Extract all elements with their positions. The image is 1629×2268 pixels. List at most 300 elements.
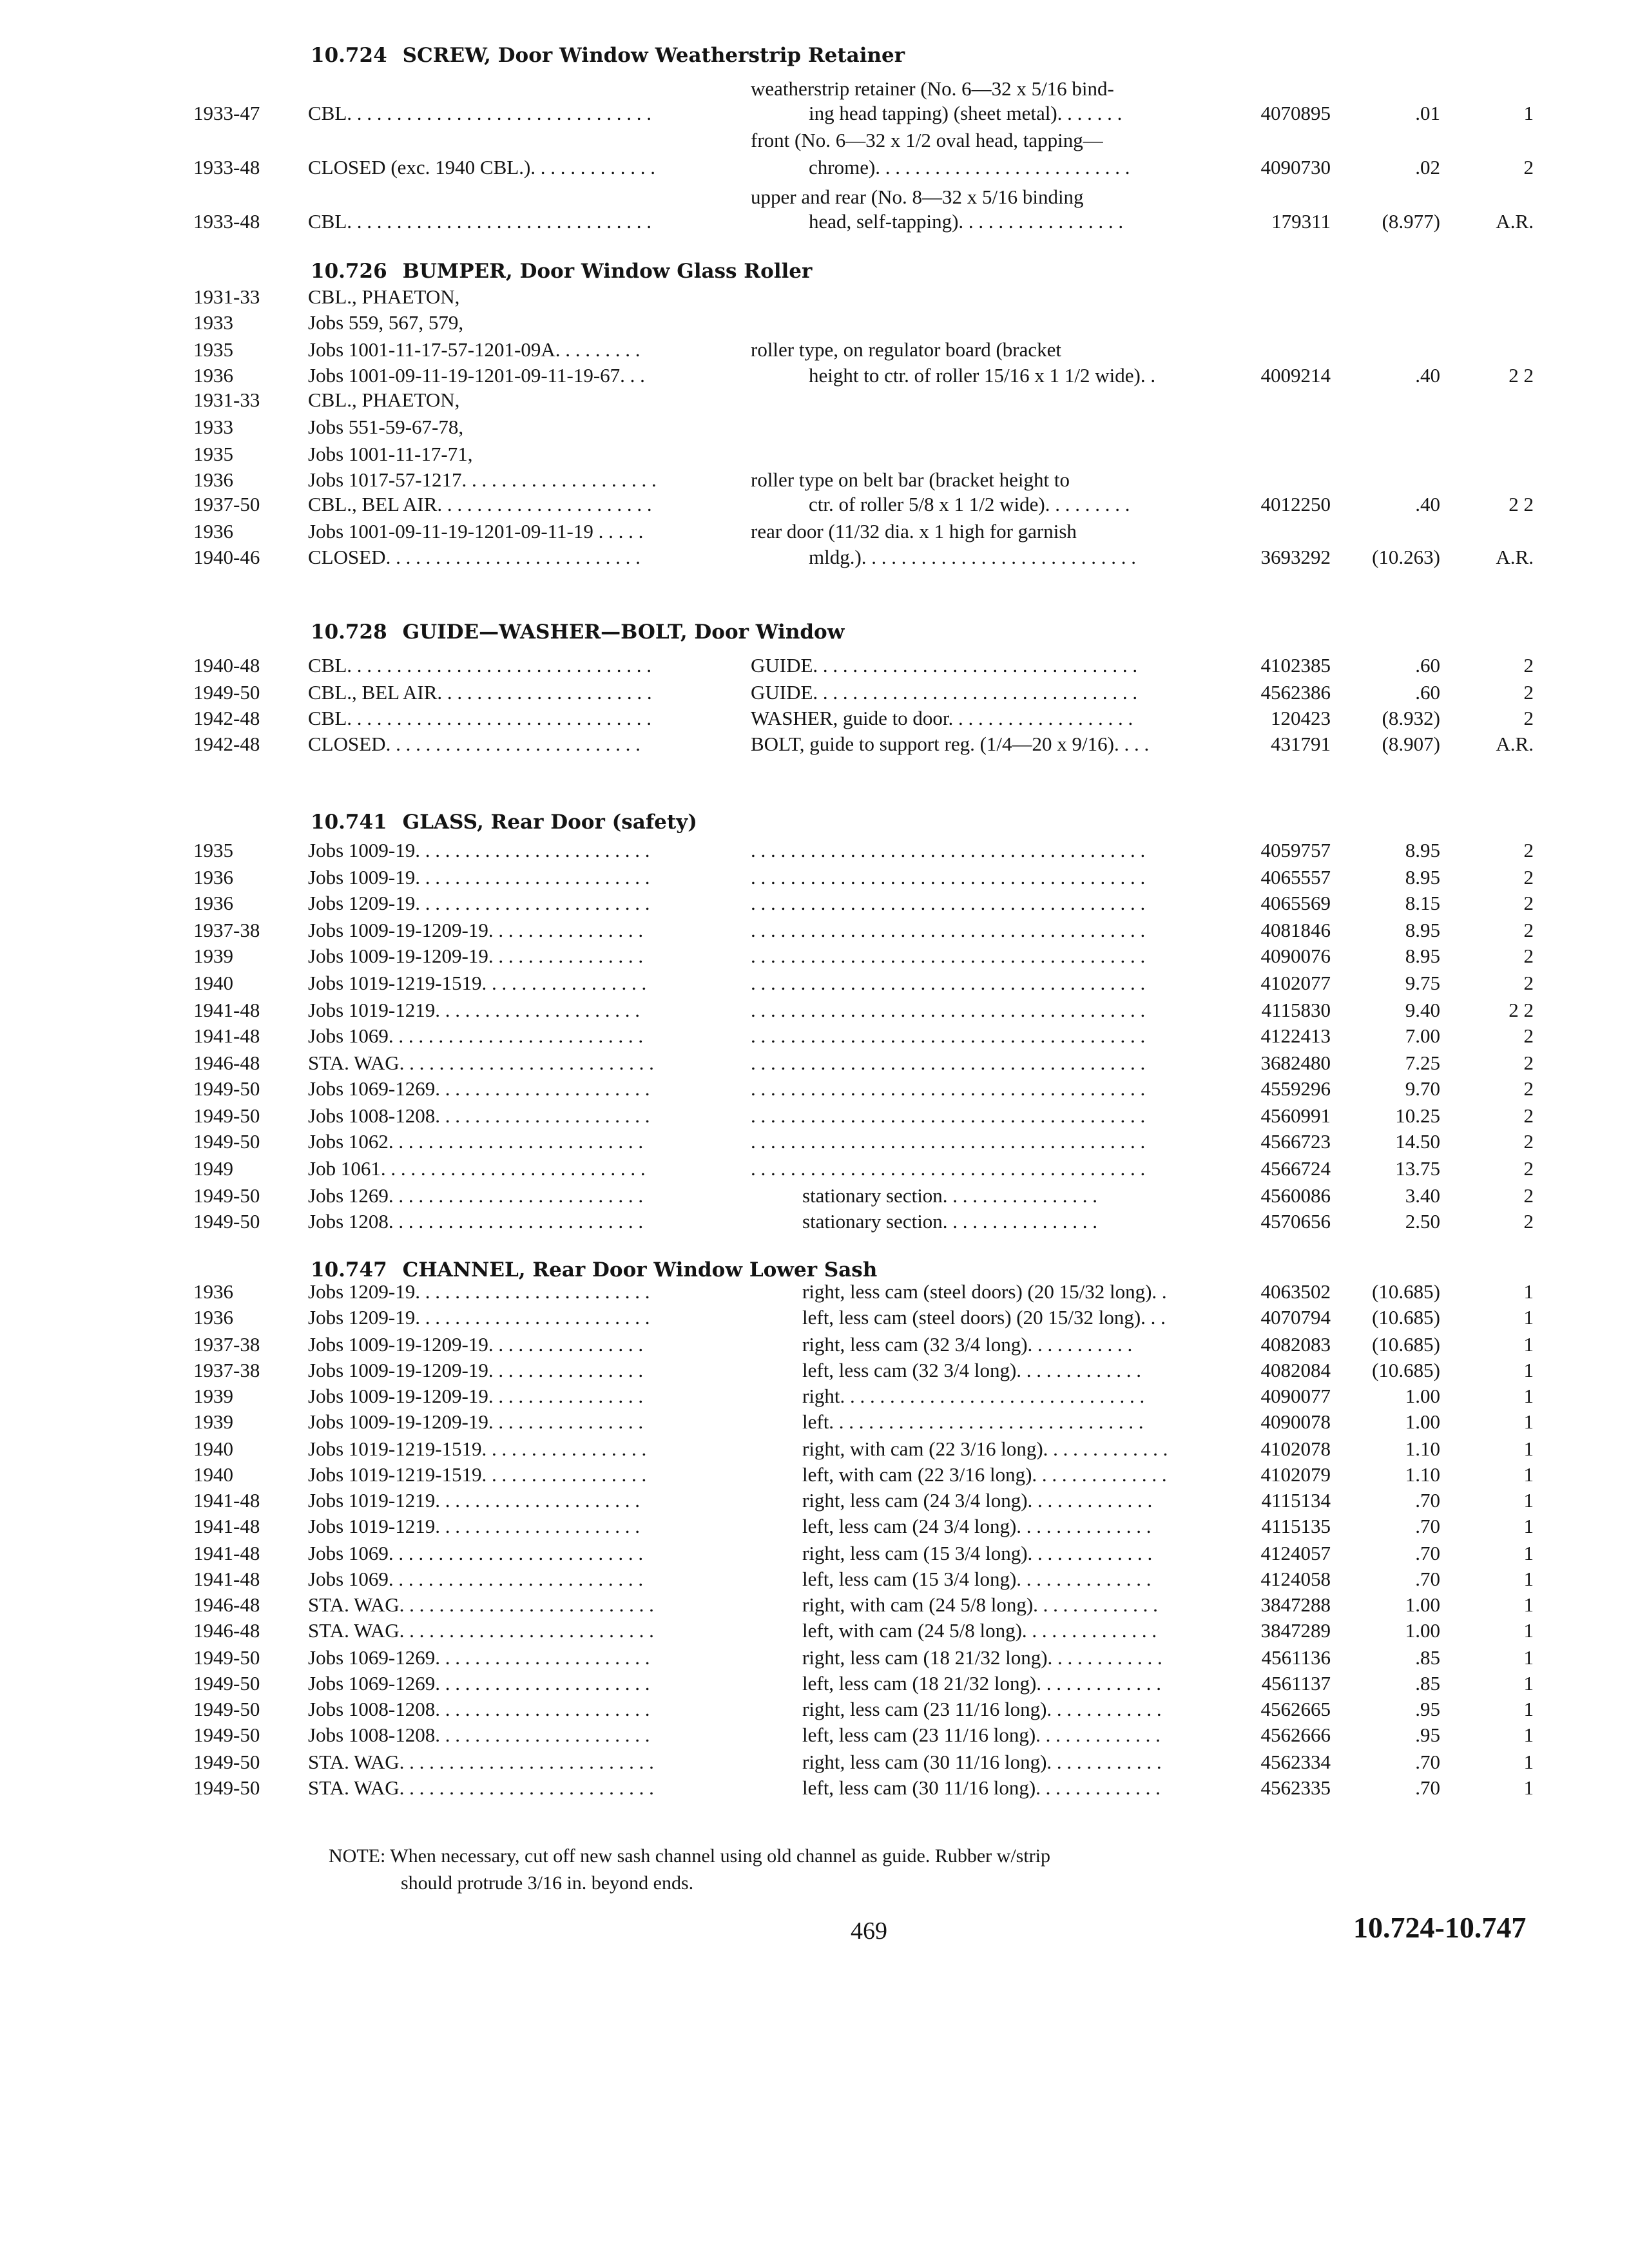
year-cell: 1935 xyxy=(193,839,233,861)
part-number-cell: 4102077 xyxy=(1260,972,1331,994)
price-cell: (10.685) xyxy=(1372,1280,1440,1303)
table-row xyxy=(0,1333,1629,1359)
section-heading xyxy=(311,1258,877,1282)
price-cell: 7.00 xyxy=(1405,1024,1440,1047)
section-number: 10.724 xyxy=(311,44,387,67)
price-cell: .85 xyxy=(1415,1646,1440,1669)
model-cell: Jobs 1008-1208. . . . . . . . . . . . . . . . . . . . . . xyxy=(308,1724,650,1746)
model-cell: CLOSED. . . . . . . . . . . . . . . . . . . . . . . . . . xyxy=(308,546,641,568)
price-cell: (10.685) xyxy=(1372,1359,1440,1381)
quantity-cell: 2 xyxy=(1523,1130,1534,1153)
year-cell: 1946-48 xyxy=(193,1619,260,1642)
table-row xyxy=(0,892,1629,918)
year-cell: 1937-50 xyxy=(193,493,260,515)
price-cell: .95 xyxy=(1415,1698,1440,1720)
table-row xyxy=(0,210,1629,236)
table-row xyxy=(0,1751,1629,1776)
price-cell: 8.95 xyxy=(1405,839,1440,861)
quantity-cell: 1 xyxy=(1523,1568,1534,1590)
table-row xyxy=(0,733,1629,758)
model-cell: Jobs 1208. . . . . . . . . . . . . . . . . . . . . . . . . . xyxy=(308,1210,644,1233)
price-cell: .60 xyxy=(1415,681,1440,704)
quantity-cell: 1 xyxy=(1523,1359,1534,1381)
section-title: SCREW, Door Window Weatherstrip Retainer xyxy=(402,44,905,67)
part-number-cell: 179311 xyxy=(1271,210,1331,233)
price-cell: .02 xyxy=(1415,156,1440,178)
year-cell: 1936 xyxy=(193,364,233,387)
price-cell: .40 xyxy=(1415,364,1440,387)
price-cell: 8.15 xyxy=(1405,892,1440,914)
price-cell: .60 xyxy=(1415,654,1440,677)
quantity-cell: 2 xyxy=(1523,866,1534,889)
description-cell: upper and rear (No. 8—32 x 5/16 binding xyxy=(751,186,1084,208)
price-cell: 1.00 xyxy=(1405,1593,1440,1616)
table-row xyxy=(0,364,1629,390)
table-row xyxy=(0,707,1629,733)
table-row xyxy=(0,1646,1629,1672)
year-cell: 1933-47 xyxy=(193,102,260,124)
quantity-cell: 1 xyxy=(1523,1542,1534,1564)
model-cell: Jobs 1269. . . . . . . . . . . . . . . . . . . . . . . . . . xyxy=(308,1184,644,1207)
quantity-cell: 2 xyxy=(1523,681,1534,704)
table-row xyxy=(0,866,1629,892)
description-cell: left, less cam (30 11/16 long). . . . . . . . . . . . . xyxy=(802,1776,1161,1799)
year-cell: 1949-50 xyxy=(193,1210,260,1233)
part-number-cell: 4561136 xyxy=(1261,1646,1331,1669)
year-cell: 1949-50 xyxy=(193,1776,260,1799)
description-cell: GUIDE. . . . . . . . . . . . . . . . . . . . . . . . . . . . . . . . . xyxy=(751,654,1138,677)
section-title: GLASS, Rear Door (safety) xyxy=(402,811,697,834)
description-cell: . . . . . . . . . . . . . . . . . . . . . . . . . . . . . . . . . . . . . . . . xyxy=(751,1104,1146,1127)
year-cell: 1939 xyxy=(193,1410,233,1433)
description-cell: left, less cam (23 11/16 long). . . . . . . . . . . . . xyxy=(802,1724,1161,1746)
quantity-cell: 2 xyxy=(1523,1157,1534,1180)
price-cell: 1.00 xyxy=(1405,1385,1440,1407)
description-cell: . . . . . . . . . . . . . . . . . . . . . . . . . . . . . . . . . . . . . . . . xyxy=(751,866,1146,889)
description-cell: roller type on belt bar (bracket height to xyxy=(751,468,1070,491)
quantity-cell: 1 xyxy=(1523,1698,1534,1720)
quantity-cell: 2 xyxy=(1523,945,1534,967)
table-row xyxy=(0,1489,1629,1515)
table-row xyxy=(0,945,1629,970)
description-cell: . . . . . . . . . . . . . . . . . . . . . . . . . . . . . . . . . . . . . . . . xyxy=(751,972,1146,994)
price-cell: (10.685) xyxy=(1372,1333,1440,1356)
model-cell: STA. WAG. . . . . . . . . . . . . . . . . . . . . . . . . . xyxy=(308,1593,654,1616)
price-cell: (8.932) xyxy=(1382,707,1440,729)
year-cell: 1949-50 xyxy=(193,1646,260,1669)
year-cell: 1949-50 xyxy=(193,1672,260,1695)
section-number: 10.747 xyxy=(311,1258,387,1282)
table-row xyxy=(0,389,1629,414)
part-number-cell: 4561137 xyxy=(1261,1672,1331,1695)
part-number-cell: 4009214 xyxy=(1260,364,1331,387)
description-cell: right, less cam (15 3/4 long). . . . . . . . . . . . . xyxy=(802,1542,1153,1564)
description-cell: left, less cam (24 3/4 long). . . . . . . . . . . . . . xyxy=(802,1515,1152,1537)
table-row xyxy=(0,1024,1629,1050)
year-cell: 1936 xyxy=(193,866,233,889)
price-cell: 1.10 xyxy=(1405,1463,1440,1486)
model-cell: Jobs 1001-11-17-71, xyxy=(308,443,473,465)
quantity-cell: 1 xyxy=(1523,1280,1534,1303)
model-cell: CBL., BEL AIR. . . . . . . . . . . . . . . . . . . . . . xyxy=(308,493,652,515)
price-cell: 3.40 xyxy=(1405,1184,1440,1207)
year-cell: 1936 xyxy=(193,1306,233,1329)
model-cell: Jobs 1009-19-1209-19. . . . . . . . . . . . . . . . xyxy=(308,919,644,941)
model-cell: CBL. . . . . . . . . . . . . . . . . . . . . . . . . . . . . . . xyxy=(308,210,652,233)
description-cell: right, less cam (24 3/4 long). . . . . . . . . . . . . xyxy=(802,1489,1153,1512)
description-cell: right, with cam (24 5/8 long). . . . . . . . . . . . . xyxy=(802,1593,1158,1616)
year-cell: 1940-46 xyxy=(193,546,260,568)
year-cell: 1941-48 xyxy=(193,1542,260,1564)
description-cell: left, less cam (18 21/32 long). . . . . . . . . . . . . xyxy=(802,1672,1162,1695)
part-number-cell: 4090076 xyxy=(1260,945,1331,967)
model-cell: CBL. . . . . . . . . . . . . . . . . . . . . . . . . . . . . . . xyxy=(308,654,652,677)
year-cell: 1941-48 xyxy=(193,1515,260,1537)
description-cell: right, less cam (steel doors) (20 15/32 long). . xyxy=(802,1280,1167,1303)
description-cell: . . . . . . . . . . . . . . . . . . . . . . . . . . . . . . . . . . . . . . . . xyxy=(751,1077,1146,1100)
part-number-cell: 4566724 xyxy=(1260,1157,1331,1180)
year-cell: 1941-48 xyxy=(193,1024,260,1047)
model-cell: Jobs 1009-19-1209-19. . . . . . . . . . . . . . . . xyxy=(308,945,644,967)
price-cell: 8.95 xyxy=(1405,919,1440,941)
description-cell: stationary section. . . . . . . . . . . . . . . . xyxy=(802,1210,1098,1233)
year-cell: 1941-48 xyxy=(193,1568,260,1590)
section-number: 10.728 xyxy=(311,620,387,644)
table-row xyxy=(0,1724,1629,1749)
part-number-cell: 4570656 xyxy=(1260,1210,1331,1233)
part-number-cell: 4082083 xyxy=(1260,1333,1331,1356)
quantity-cell: 2 xyxy=(1523,654,1534,677)
quantity-cell: 2 xyxy=(1523,919,1534,941)
table-row xyxy=(0,1052,1629,1077)
table-row xyxy=(0,654,1629,680)
table-row xyxy=(0,520,1629,546)
table-row xyxy=(0,1130,1629,1156)
year-cell: 1933 xyxy=(193,416,233,438)
part-number-cell: 4562335 xyxy=(1260,1776,1331,1799)
table-row xyxy=(0,999,1629,1024)
part-number-cell: 4562334 xyxy=(1260,1751,1331,1773)
description-cell: left, less cam (steel doors) (20 15/32 long). . . xyxy=(802,1306,1166,1329)
model-cell: STA. WAG. . . . . . . . . . . . . . . . . . . . . . . . . . xyxy=(308,1052,654,1074)
table-row xyxy=(0,1410,1629,1436)
quantity-cell: 1 xyxy=(1523,1463,1534,1486)
model-cell: STA. WAG. . . . . . . . . . . . . . . . . . . . . . . . . . xyxy=(308,1776,654,1799)
description-cell: BOLT, guide to support reg. (1/4—20 x 9/16). . . . xyxy=(751,733,1150,755)
quantity-cell: 1 xyxy=(1523,102,1534,124)
quantity-cell: 2 xyxy=(1523,1104,1534,1127)
model-cell: STA. WAG. . . . . . . . . . . . . . . . . . . . . . . . . . xyxy=(308,1619,654,1642)
quantity-cell: A.R. xyxy=(1496,546,1534,568)
price-cell: .95 xyxy=(1415,1724,1440,1746)
table-row xyxy=(0,1463,1629,1489)
table-row xyxy=(0,1385,1629,1410)
part-number-cell: 4063502 xyxy=(1260,1280,1331,1303)
year-cell: 1941-48 xyxy=(193,999,260,1021)
quantity-cell: 2 2 xyxy=(1509,364,1534,387)
quantity-cell: 1 xyxy=(1523,1515,1534,1537)
year-cell: 1940-48 xyxy=(193,654,260,677)
part-number-cell: 4559296 xyxy=(1260,1077,1331,1100)
table-row xyxy=(0,1306,1629,1332)
part-number-cell: 4122413 xyxy=(1260,1024,1331,1047)
model-cell: CBL. . . . . . . . . . . . . . . . . . . . . . . . . . . . . . . xyxy=(308,707,652,729)
year-cell: 1939 xyxy=(193,1385,233,1407)
model-cell: Jobs 1009-19. . . . . . . . . . . . . . . . . . . . . . . . xyxy=(308,839,650,861)
price-cell: 2.50 xyxy=(1405,1210,1440,1233)
price-cell: .70 xyxy=(1415,1542,1440,1564)
year-cell: 1940 xyxy=(193,972,233,994)
quantity-cell: A.R. xyxy=(1496,210,1534,233)
price-cell: .70 xyxy=(1415,1515,1440,1537)
section-title: GUIDE—WASHER—BOLT, Door Window xyxy=(402,620,845,644)
table-row xyxy=(0,972,1629,997)
table-row xyxy=(0,1568,1629,1593)
model-cell: Jobs 1008-1208. . . . . . . . . . . . . . . . . . . . . . xyxy=(308,1104,650,1127)
description-cell: left, less cam (32 3/4 long). . . . . . . . . . . . . xyxy=(802,1359,1142,1381)
model-cell: Jobs 1069. . . . . . . . . . . . . . . . . . . . . . . . . . xyxy=(308,1568,644,1590)
section-heading xyxy=(311,620,844,644)
note-block xyxy=(329,1843,1295,1897)
quantity-cell: 1 xyxy=(1523,1751,1534,1773)
price-cell: 10.25 xyxy=(1395,1104,1440,1127)
description-cell: left, with cam (22 3/16 long). . . . . . . . . . . . . . xyxy=(802,1463,1167,1486)
quantity-cell: 2 xyxy=(1523,1184,1534,1207)
year-cell: 1931-33 xyxy=(193,389,260,411)
quantity-cell: 2 xyxy=(1523,972,1534,994)
year-cell: 1933-48 xyxy=(193,156,260,178)
table-row xyxy=(0,156,1629,182)
part-number-cell: 431791 xyxy=(1271,733,1331,755)
description-cell: GUIDE. . . . . . . . . . . . . . . . . . . . . . . . . . . . . . . . . xyxy=(751,681,1138,704)
description-cell: right, less cam (23 11/16 long). . . . . . . . . . . . xyxy=(802,1698,1162,1720)
year-cell: 1949-50 xyxy=(193,681,260,704)
year-cell: 1933 xyxy=(193,311,233,334)
part-number-cell: 4566723 xyxy=(1260,1130,1331,1153)
price-cell: 1.10 xyxy=(1405,1437,1440,1460)
price-cell: .85 xyxy=(1415,1672,1440,1695)
part-number-cell: 3847288 xyxy=(1260,1593,1331,1616)
model-cell: Jobs 551-59-67-78, xyxy=(308,416,464,438)
year-cell: 1949-50 xyxy=(193,1724,260,1746)
model-cell: Jobs 1062. . . . . . . . . . . . . . . . . . . . . . . . . . xyxy=(308,1130,644,1153)
model-cell: Jobs 1069-1269. . . . . . . . . . . . . . . . . . . . . . xyxy=(308,1672,650,1695)
table-row xyxy=(0,129,1629,155)
model-cell: Jobs 1009-19-1209-19. . . . . . . . . . . . . . . . xyxy=(308,1410,644,1433)
year-cell: 1933-48 xyxy=(193,210,260,233)
table-row xyxy=(0,285,1629,311)
quantity-cell: 1 xyxy=(1523,1306,1534,1329)
model-cell: Jobs 1069. . . . . . . . . . . . . . . . . . . . . . . . . . xyxy=(308,1024,644,1047)
model-cell: Jobs 1009-19-1209-19. . . . . . . . . . . . . . . . xyxy=(308,1333,644,1356)
description-cell: front (No. 6—32 x 1/2 oval head, tapping— xyxy=(751,129,1103,151)
table-row xyxy=(0,1077,1629,1103)
year-cell: 1936 xyxy=(193,892,233,914)
quantity-cell: 2 xyxy=(1523,156,1534,178)
quantity-cell: 1 xyxy=(1523,1776,1534,1799)
year-cell: 1939 xyxy=(193,945,233,967)
table-row xyxy=(0,1672,1629,1698)
price-cell: (8.907) xyxy=(1382,733,1440,755)
model-cell: CBL., PHAETON, xyxy=(308,389,460,411)
model-cell: CBL., PHAETON, xyxy=(308,285,460,308)
table-row xyxy=(0,1776,1629,1802)
model-cell: Jobs 1008-1208. . . . . . . . . . . . . . . . . . . . . . xyxy=(308,1698,650,1720)
description-cell: . . . . . . . . . . . . . . . . . . . . . . . . . . . . . . . . . . . . . . . . xyxy=(751,892,1146,914)
price-cell: 7.25 xyxy=(1405,1052,1440,1074)
description-cell: . . . . . . . . . . . . . . . . . . . . . . . . . . . . . . . . . . . . . . . . xyxy=(751,1024,1146,1047)
part-number-cell: 4562666 xyxy=(1260,1724,1331,1746)
model-cell: Jobs 1019-1219-1519. . . . . . . . . . . . . . . . . xyxy=(308,1463,647,1486)
price-cell: 9.75 xyxy=(1405,972,1440,994)
part-number-cell: 3693292 xyxy=(1260,546,1331,568)
part-number-cell: 4081846 xyxy=(1260,919,1331,941)
table-row xyxy=(0,468,1629,494)
price-cell: 9.70 xyxy=(1405,1077,1440,1100)
model-cell: Jobs 1001-09-11-19-1201-09-11-19-67. . . xyxy=(308,364,645,387)
part-number-cell: 4090077 xyxy=(1260,1385,1331,1407)
year-cell: 1949 xyxy=(193,1157,233,1180)
quantity-cell: 1 xyxy=(1523,1410,1534,1433)
description-cell: . . . . . . . . . . . . . . . . . . . . . . . . . . . . . . . . . . . . . . . . xyxy=(751,1052,1146,1074)
section-range: 10.724-10.747 xyxy=(1353,1911,1527,1944)
price-cell: .70 xyxy=(1415,1776,1440,1799)
year-cell: 1936 xyxy=(193,1280,233,1303)
quantity-cell: 1 xyxy=(1523,1646,1534,1669)
table-row xyxy=(0,1437,1629,1463)
year-cell: 1942-48 xyxy=(193,733,260,755)
year-cell: 1940 xyxy=(193,1437,233,1460)
price-cell: 9.40 xyxy=(1405,999,1440,1021)
quantity-cell: 1 xyxy=(1523,1619,1534,1642)
part-number-cell: 4070895 xyxy=(1260,102,1331,124)
table-row xyxy=(0,1619,1629,1645)
table-row xyxy=(0,919,1629,945)
quantity-cell: 2 xyxy=(1523,1077,1534,1100)
year-cell: 1949-50 xyxy=(193,1751,260,1773)
year-cell: 1940 xyxy=(193,1463,233,1486)
year-cell: 1937-38 xyxy=(193,1333,260,1356)
part-number-cell: 4070794 xyxy=(1260,1306,1331,1329)
page-number: 469 xyxy=(851,1917,887,1945)
part-number-cell: 4560991 xyxy=(1260,1104,1331,1127)
description-cell: right, less cam (30 11/16 long). . . . . . . . . . . . xyxy=(802,1751,1162,1773)
table-row xyxy=(0,493,1629,519)
year-cell: 1949-50 xyxy=(193,1184,260,1207)
price-cell: 1.00 xyxy=(1405,1410,1440,1433)
table-row xyxy=(0,681,1629,707)
description-cell: ing head tapping) (sheet metal). . . . . . . xyxy=(809,102,1123,124)
model-cell: Jobs 1019-1219. . . . . . . . . . . . . . . . . . . . . xyxy=(308,999,640,1021)
part-number-cell: 4115135 xyxy=(1261,1515,1331,1537)
section-heading xyxy=(311,44,905,67)
year-cell: 1937-38 xyxy=(193,919,260,941)
model-cell: Jobs 1019-1219-1519. . . . . . . . . . . . . . . . . xyxy=(308,1437,647,1460)
description-cell: . . . . . . . . . . . . . . . . . . . . . . . . . . . . . . . . . . . . . . . . xyxy=(751,1157,1146,1180)
model-cell: Jobs 1017-57-1217. . . . . . . . . . . . . . . . . . . . xyxy=(308,468,657,491)
price-cell: 8.95 xyxy=(1405,866,1440,889)
model-cell: Jobs 1009-19-1209-19. . . . . . . . . . . . . . . . xyxy=(308,1385,644,1407)
quantity-cell: 1 xyxy=(1523,1724,1534,1746)
description-cell: . . . . . . . . . . . . . . . . . . . . . . . . . . . . . . . . . . . . . . . . xyxy=(751,919,1146,941)
year-cell: 1931-33 xyxy=(193,285,260,308)
quantity-cell: A.R. xyxy=(1496,733,1534,755)
description-cell: height to ctr. of roller 15/16 x 1 1/2 wide). . xyxy=(809,364,1156,387)
price-cell: (10.685) xyxy=(1372,1306,1440,1329)
model-cell: CBL., BEL AIR. . . . . . . . . . . . . . . . . . . . . . xyxy=(308,681,652,704)
year-cell: 1935 xyxy=(193,443,233,465)
model-cell: Jobs 1009-19-1209-19. . . . . . . . . . . . . . . . xyxy=(308,1359,644,1381)
price-cell: 14.50 xyxy=(1395,1130,1440,1153)
table-row xyxy=(0,311,1629,337)
model-cell: Jobs 1001-11-17-57-1201-09A. . . . . . . . . xyxy=(308,338,641,361)
part-number-cell: 4082084 xyxy=(1260,1359,1331,1381)
description-cell: ctr. of roller 5/8 x 1 1/2 wide). . . . . . . . . xyxy=(809,493,1130,515)
table-row xyxy=(0,1698,1629,1724)
description-cell: left. . . . . . . . . . . . . . . . . . . . . . . . . . . . . . . . xyxy=(802,1410,1144,1433)
part-number-cell: 4065557 xyxy=(1260,866,1331,889)
year-cell: 1946-48 xyxy=(193,1593,260,1616)
part-number-cell: 4560086 xyxy=(1260,1184,1331,1207)
year-cell: 1949-50 xyxy=(193,1104,260,1127)
price-cell: 13.75 xyxy=(1395,1157,1440,1180)
table-row xyxy=(0,1104,1629,1130)
part-number-cell: 4102079 xyxy=(1260,1463,1331,1486)
year-cell: 1936 xyxy=(193,468,233,491)
quantity-cell: 2 xyxy=(1523,1210,1534,1233)
description-cell: chrome). . . . . . . . . . . . . . . . . . . . . . . . . . xyxy=(809,156,1130,178)
model-cell: Jobs 1209-19. . . . . . . . . . . . . . . . . . . . . . . . xyxy=(308,892,650,914)
section-heading xyxy=(311,811,697,834)
quantity-cell: 2 xyxy=(1523,892,1534,914)
price-cell: 8.95 xyxy=(1405,945,1440,967)
part-number-cell: 3847289 xyxy=(1260,1619,1331,1642)
quantity-cell: 2 xyxy=(1523,839,1534,861)
part-number-cell: 4115830 xyxy=(1261,999,1331,1021)
table-row xyxy=(0,102,1629,128)
description-cell: mldg.). . . . . . . . . . . . . . . . . . . . . . . . . . . . xyxy=(809,546,1137,568)
year-cell: 1935 xyxy=(193,338,233,361)
part-number-cell: 4562665 xyxy=(1260,1698,1331,1720)
model-cell: Jobs 1069. . . . . . . . . . . . . . . . . . . . . . . . . . xyxy=(308,1542,644,1564)
description-cell: . . . . . . . . . . . . . . . . . . . . . . . . . . . . . . . . . . . . . . . . xyxy=(751,1130,1146,1153)
table-row xyxy=(0,1184,1629,1210)
table-row xyxy=(0,839,1629,865)
model-cell: Jobs 559, 567, 579, xyxy=(308,311,464,334)
description-cell: right, with cam (22 3/16 long). . . . . . . . . . . . . xyxy=(802,1437,1168,1460)
table-row xyxy=(0,546,1629,572)
quantity-cell: 2 xyxy=(1523,1052,1534,1074)
model-cell: Jobs 1019-1219. . . . . . . . . . . . . . . . . . . . . xyxy=(308,1489,640,1512)
description-cell: stationary section. . . . . . . . . . . . . . . . xyxy=(802,1184,1098,1207)
description-cell: . . . . . . . . . . . . . . . . . . . . . . . . . . . . . . . . . . . . . . . . xyxy=(751,839,1146,861)
quantity-cell: 2 2 xyxy=(1509,999,1534,1021)
description-cell: roller type, on regulator board (bracket xyxy=(751,338,1062,361)
description-cell: right, less cam (32 3/4 long). . . . . . . . . . . xyxy=(802,1333,1133,1356)
table-row xyxy=(0,1280,1629,1306)
section-number: 10.726 xyxy=(311,260,387,283)
year-cell: 1946-48 xyxy=(193,1052,260,1074)
part-number-cell: 4102385 xyxy=(1260,654,1331,677)
model-cell: CLOSED. . . . . . . . . . . . . . . . . . . . . . . . . . xyxy=(308,733,641,755)
part-number-cell: 4124057 xyxy=(1260,1542,1331,1564)
year-cell: 1941-48 xyxy=(193,1489,260,1512)
description-cell: WASHER, guide to door. . . . . . . . . . . . . . . . . . . xyxy=(751,707,1133,729)
quantity-cell: 1 xyxy=(1523,1593,1534,1616)
part-number-cell: 4090730 xyxy=(1260,156,1331,178)
table-row xyxy=(0,186,1629,211)
description-cell: left, with cam (24 5/8 long). . . . . . . . . . . . . . xyxy=(802,1619,1157,1642)
